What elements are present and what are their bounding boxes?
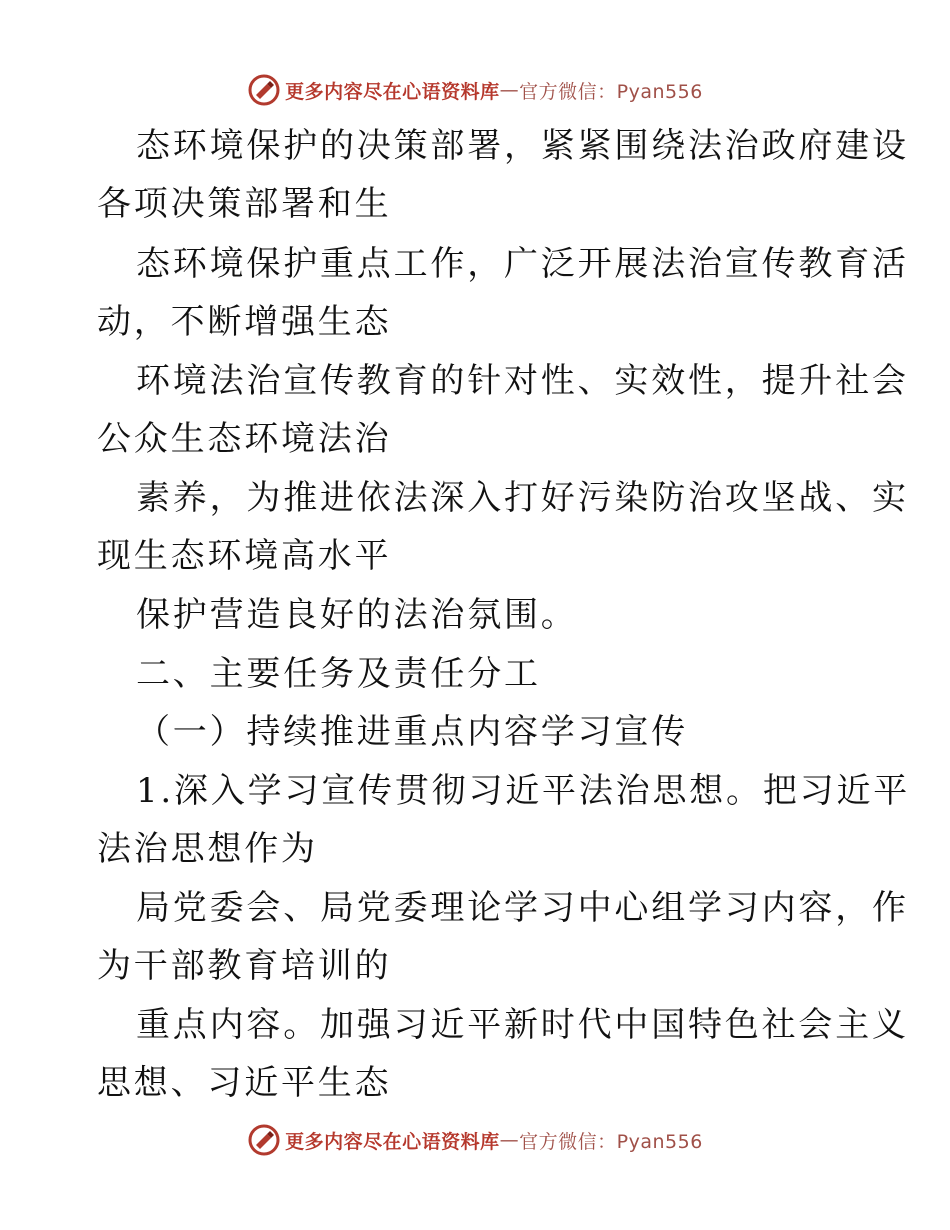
body-line-8: 现生态环境高水平 — [97, 536, 392, 576]
body-line-5: 环境法治宣传教育的针对性、实效性，提升社会 — [136, 361, 909, 401]
footer-separator: — — [499, 1129, 520, 1151]
body-line-12: 1.深入学习宣传贯彻习近平法治思想。把习近平 — [136, 771, 911, 811]
header-contact-text: 官方微信：Pyan556 — [519, 80, 703, 103]
body-line-9: 保护营造良好的法治氛围。 — [136, 595, 578, 635]
body-line-13: 法治思想作为 — [97, 829, 318, 869]
body-line-2: 各项决策部署和生 — [97, 184, 392, 224]
body-line-17: 思想、习近平生态 — [97, 1063, 392, 1103]
header-watermark — [0, 70, 950, 110]
body-line-6: 公众生态环境法治 — [97, 419, 392, 459]
section-heading: 二、主要任务及责任分工 — [136, 654, 541, 694]
header-separator: — — [499, 79, 520, 101]
brand-logo-icon — [247, 73, 281, 107]
body-line-1: 态环境保护的决策部署，紧紧围绕法治政府建设 — [136, 126, 909, 166]
body-line-7: 素养，为推进依法深入打好污染防治攻坚战、实 — [136, 478, 909, 518]
body-line-15: 为干部教育培训的 — [97, 946, 392, 986]
body-line-14: 局党委会、局党委理论学习中心组学习内容，作 — [136, 888, 909, 928]
body-line-3: 态环境保护重点工作，广泛开展法治宣传教育活 — [136, 244, 909, 284]
footer-watermark — [0, 1120, 950, 1160]
body-line-16: 重点内容。加强习近平新时代中国特色社会主义 — [136, 1005, 909, 1045]
brand-logo-icon — [247, 1123, 281, 1157]
footer-contact-text: 官方微信：Pyan556 — [519, 1130, 703, 1153]
header-brand-text: 更多内容尽在心语资料库 — [285, 80, 500, 103]
footer-brand-text: 更多内容尽在心语资料库 — [285, 1130, 500, 1153]
subsection-heading: （一）持续推进重点内容学习宣传 — [136, 712, 688, 752]
body-line-4: 动，不断增强生态 — [97, 302, 392, 342]
